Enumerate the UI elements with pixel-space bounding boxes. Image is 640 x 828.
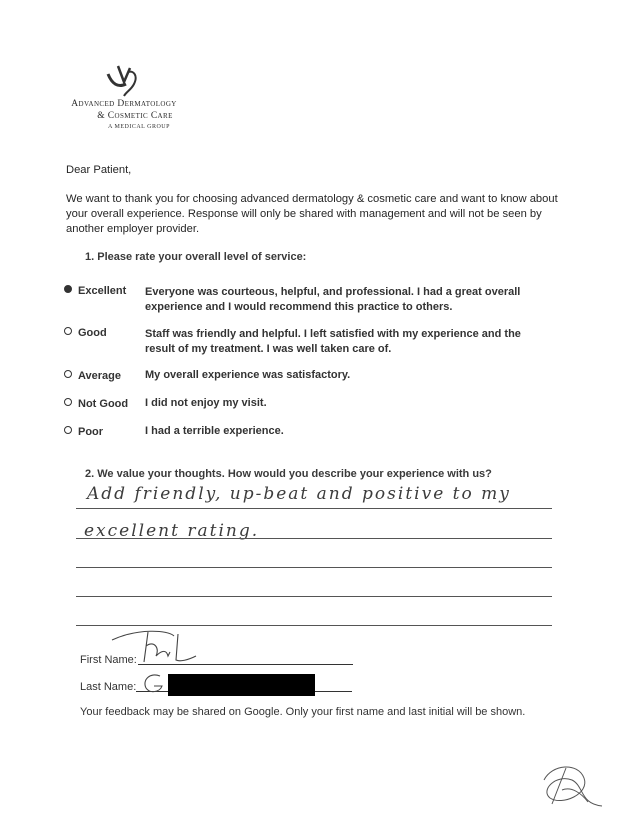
answer-line-4[interactable]	[76, 596, 552, 597]
corner-scribble-icon	[532, 760, 612, 812]
last-name-label: Last Name:	[80, 681, 137, 693]
greeting: Dear Patient,	[66, 164, 132, 176]
redaction-block	[168, 674, 315, 696]
option-label: Good	[78, 327, 107, 339]
option-good[interactable]	[64, 327, 107, 339]
option-label: Average	[78, 370, 122, 382]
answer-line-2[interactable]	[76, 538, 552, 539]
option-poor[interactable]	[64, 426, 103, 438]
option-label: Excellent	[78, 285, 127, 297]
option-excellent[interactable]	[64, 285, 126, 297]
logo-line-3: A MEDICAL GROUP	[108, 124, 170, 130]
first-name-signature-icon	[108, 626, 208, 666]
answer-line-1[interactable]	[76, 508, 552, 509]
footer-note: Your feedback may be shared on Google. Only your first name and last initial will be shown.	[80, 706, 526, 718]
option-desc-average: My overall experience was satisfactory.	[145, 369, 351, 381]
option-not-good[interactable]	[64, 398, 128, 410]
radio-icon[interactable]	[64, 370, 72, 378]
option-label: Not Good	[78, 398, 129, 410]
logo-mark-icon	[104, 62, 144, 98]
intro-paragraph: We want to thank you for choosing advanced dermatology & cosmetic care and want to know about your overall experience. Response will only be shared with management and will not be seen by another employer provider.	[66, 193, 558, 235]
handwritten-line-2: excellent rating.	[84, 521, 260, 541]
logo-line-1: Advanced Dermatology	[71, 99, 177, 109]
radio-icon[interactable]	[64, 327, 72, 335]
option-label: Poor	[78, 426, 104, 438]
first-name-label: First Name:	[80, 654, 137, 666]
logo-line-2: & Cosmetic Care	[97, 111, 173, 121]
option-desc-good: Staff was friendly and helpful. I left satisfied with my experience and the result of my treatment. I was well taken care of.	[145, 328, 521, 355]
question-2: 2. We value your thoughts. How would you describe your experience with us?	[85, 468, 492, 480]
option-desc-not-good: I did not enjoy my visit.	[145, 397, 267, 409]
radio-selected-icon[interactable]	[64, 285, 72, 293]
radio-icon[interactable]	[64, 398, 72, 406]
answer-line-3[interactable]	[76, 567, 552, 568]
option-desc-excellent: Everyone was courteous, helpful, and professional. I had a great overall experience and I would recommend this practice to others.	[145, 286, 521, 313]
handwritten-line-1: Add friendly, up-beat and positive to my	[87, 484, 511, 504]
question-1: 1. Please rate your overall level of service:	[85, 251, 307, 263]
option-desc-poor: I had a terrible experience.	[145, 425, 284, 437]
option-average[interactable]	[64, 370, 121, 382]
practice-logo	[0, 62, 248, 130]
radio-icon[interactable]	[64, 426, 72, 434]
